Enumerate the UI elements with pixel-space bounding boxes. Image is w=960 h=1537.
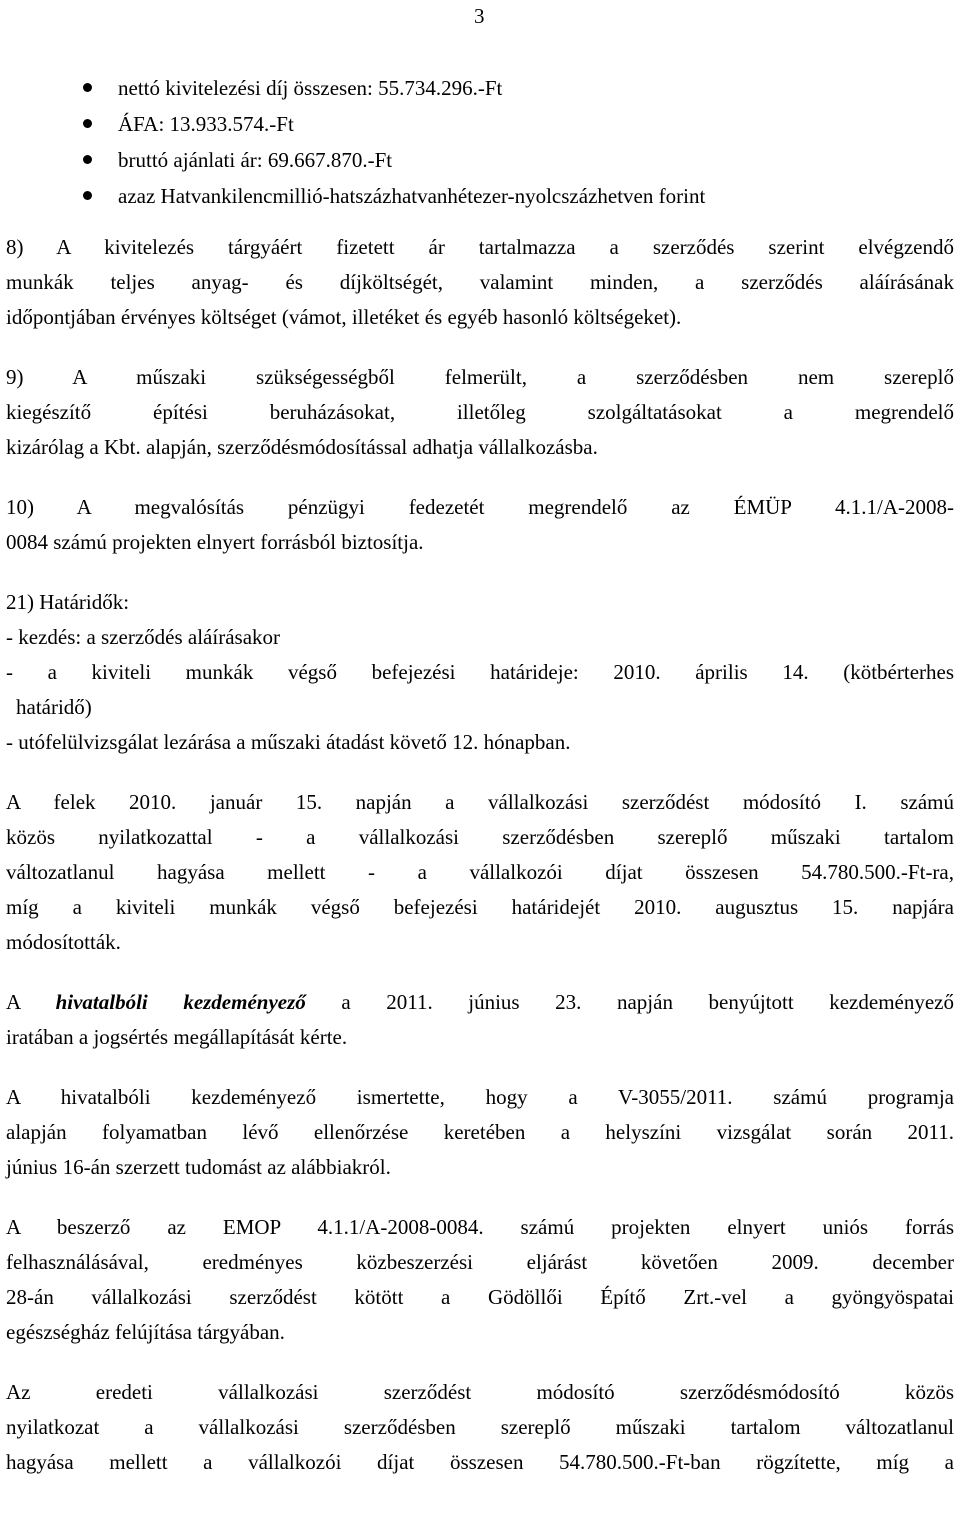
text-line: 28-án vállalkozási szerződést kötött a Gödöllői Építő Zrt.-vel a gyöngyöspatai bbox=[6, 1285, 954, 1309]
list-item: nettó kivitelezési díj összesen: 55.734.296.-Ft bbox=[6, 70, 954, 106]
emphasized-term: hivatalbóli kezdeményező bbox=[55, 990, 306, 1014]
list-item: azaz Hatvankilencmillió-hatszázhatvanhétezer-nyolcszázhetven forint bbox=[6, 178, 954, 214]
paragraph-10 bbox=[6, 490, 954, 560]
price-bullet-list bbox=[6, 70, 954, 214]
text-line: módosították. bbox=[6, 930, 121, 954]
text-line: Az eredeti vállalkozási szerződést módosító szerződésmódosító közös bbox=[6, 1380, 954, 1404]
text-line: A beszerző az EMOP 4.1.1/A-2008-0084. számú projekten elnyert uniós forrás bbox=[6, 1215, 954, 1239]
text-line: - kezdés: a szerződés aláírásakor bbox=[6, 625, 281, 649]
text-line: hagyása mellett a vállalkozói díjat összesen 54.780.500.-Ft-ban rögzítette, míg a bbox=[6, 1450, 954, 1474]
text-line: nyilatkozat a vállalkozási szerződésben szereplő műszaki tartalom változatlanul bbox=[6, 1415, 954, 1439]
text-line bbox=[6, 985, 954, 1020]
paragraph-9 bbox=[6, 360, 954, 465]
text-line: közös nyilatkozattal - a vállalkozási szerződésben szereplő műszaki tartalom bbox=[6, 825, 954, 849]
text-line: míg a kiviteli munkák végső befejezési határidejét 2010. augusztus 15. napjára bbox=[6, 895, 954, 919]
text-line: 9) A műszaki szükségességből felmerült, a szerződésben nem szereplő bbox=[6, 365, 954, 389]
text-line: - utófelülvizsgálat lezárása a műszaki átadást követő 12. hónapban. bbox=[6, 730, 571, 754]
text-line: határidő) bbox=[16, 695, 92, 719]
paragraph-kezdemenyezo bbox=[6, 985, 954, 1055]
document-body bbox=[6, 70, 954, 1505]
list-item: ÁFA: 13.933.574.-Ft bbox=[6, 106, 954, 142]
text-line: egészségház felújítása tárgyában. bbox=[6, 1320, 285, 1344]
section-heading: 21) Határidők: bbox=[6, 590, 130, 614]
paragraph-eredeti bbox=[6, 1375, 954, 1480]
text-line: változatlanul hagyása mellett - a vállalkozói díjat összesen 54.780.500.-Ft-ra, bbox=[6, 860, 954, 884]
text-line: alapján folyamatban lévő ellenőrzése keretében a helyszíni vizsgálat során 2011. bbox=[6, 1120, 954, 1144]
text-line: 0084 számú projekten elnyert forrásból biztosítja. bbox=[6, 530, 424, 554]
text-line: kizárólag a Kbt. alapján, szerződésmódosítással adhatja vállalkozásba. bbox=[6, 435, 598, 459]
text-line: kiegészítő építési beruházásokat, illetőleg szolgáltatásokat a megrendelő bbox=[6, 400, 954, 424]
page-number: 3 bbox=[474, 4, 485, 28]
text-line: időpontjában érvényes költséget (vámot, illetéket és egyéb hasonló költségeket). bbox=[6, 305, 682, 329]
text-line: munkák teljes anyag- és díjköltségét, valamint minden, a szerződés aláírásának bbox=[6, 270, 954, 294]
paragraph-ismertette bbox=[6, 1080, 954, 1185]
text-line: iratában a jogsértés megállapítását kérte. bbox=[6, 1025, 348, 1049]
paragraph-8 bbox=[6, 230, 954, 335]
text-fragment: a 2011. június 23. napján benyújtott kezdeményező bbox=[305, 990, 954, 1014]
paragraph-felek bbox=[6, 785, 954, 960]
text-line: június 16-án szerzett tudomást az alábbiakról. bbox=[6, 1155, 391, 1179]
text-line: A felek 2010. január 15. napján a vállalkozási szerződést módosító I. számú bbox=[6, 790, 954, 814]
list-item: bruttó ajánlati ár: 69.667.870.-Ft bbox=[6, 142, 954, 178]
paragraph-21-deadlines bbox=[6, 585, 954, 760]
text-line: felhasználásával, eredményes közbeszerzési eljárást követően 2009. december bbox=[6, 1250, 954, 1274]
text-line: - a kiviteli munkák végső befejezési határideje: 2010. április 14. (kötbérterhes bbox=[6, 660, 954, 684]
paragraph-beszerzo bbox=[6, 1210, 954, 1350]
text-fragment: A bbox=[6, 990, 56, 1014]
text-line: A hivatalbóli kezdeményező ismertette, hogy a V-3055/2011. számú programja bbox=[6, 1085, 954, 1109]
text-line: 8) A kivitelezés tárgyáért fizetett ár tartalmazza a szerződés szerint elvégzendő bbox=[6, 235, 954, 259]
text-line: 10) A megvalósítás pénzügyi fedezetét megrendelő az ÉMÜP 4.1.1/A-2008- bbox=[6, 495, 954, 519]
